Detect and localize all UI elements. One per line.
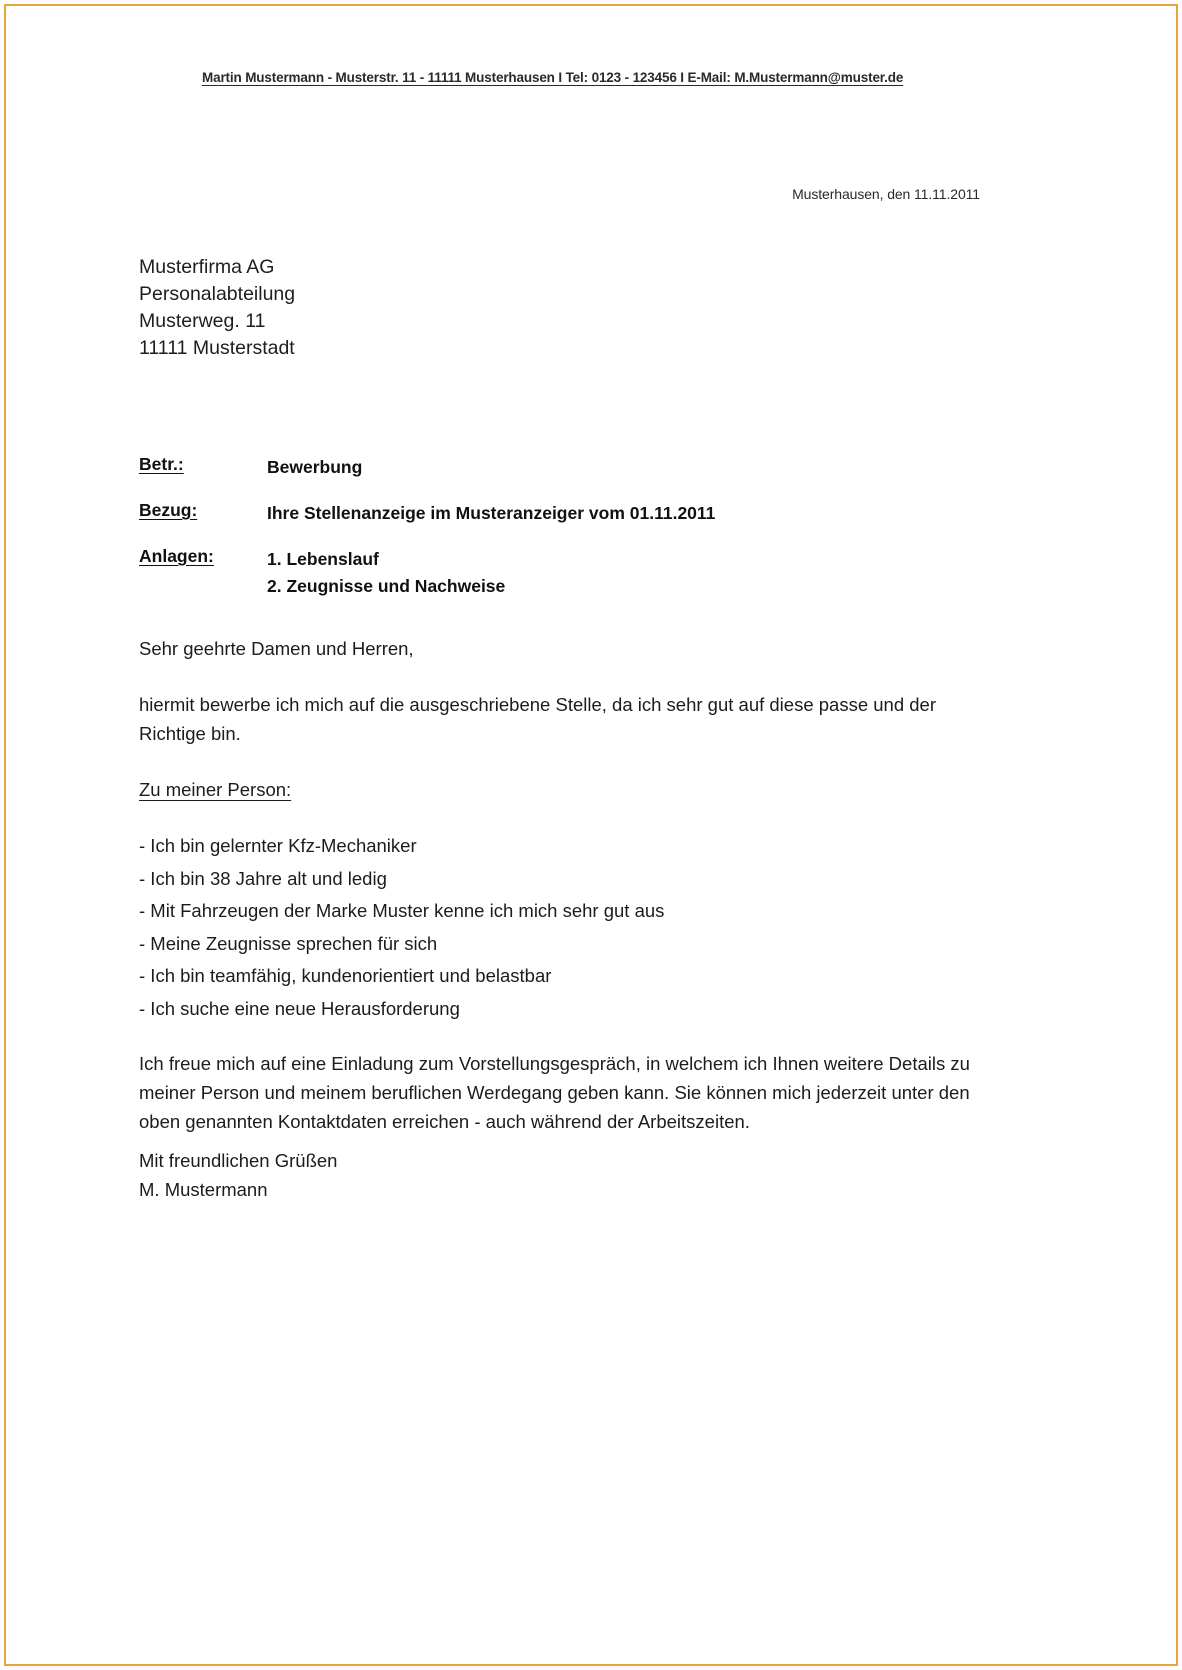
recipient-city: 11111 Musterstadt — [139, 337, 295, 359]
section-heading-zu-meiner-person: Zu meiner Person: — [139, 779, 292, 800]
subject-row-anlagen — [139, 546, 999, 600]
subject-value-bezug: Ihre Stellenanzeige im Musteranzeiger vom 01.11.2011 — [267, 503, 716, 523]
list-item: - Ich bin gelernter Kfz-Mechaniker — [139, 835, 417, 856]
subject-values-bezug — [267, 500, 999, 527]
recipient-department: Personalabteilung — [139, 283, 296, 305]
scanned-page-border — [4, 4, 1178, 1666]
salutation: Sehr geehrte Damen und Herren, — [139, 638, 414, 659]
intro-paragraph: hiermit bewerbe ich mich auf die ausgeschriebene Stelle, da ich sehr gut auf diese passe und der Richtige bin. — [139, 694, 936, 744]
attachment-item-2: 2. Zeugnisse und Nachweise — [267, 576, 506, 596]
signature-block — [139, 1146, 337, 1204]
subject-reference-block — [139, 454, 999, 619]
attachment-item-1: 1. Lebenslauf — [267, 549, 379, 569]
subject-label-betreff: Betr.: — [139, 454, 184, 474]
recipient-company: Musterfirma AG — [139, 256, 275, 278]
date-line: Musterhausen, den 11.11.2011 — [792, 186, 980, 202]
letterhead-contact-line: Martin Mustermann - Musterstr. 11 - 11111 Musterhausen I Tel: 0123 - 123456 I E-Mail: M.Mustermann@muster.de — [202, 70, 904, 85]
qualifications-list — [139, 830, 987, 1025]
subject-label-anlagen: Anlagen: — [139, 546, 214, 566]
list-item: - Mit Fahrzeugen der Marke Muster kenne ich mich sehr gut aus — [139, 900, 665, 921]
closing-greeting: Mit freundlichen Grüßen — [139, 1150, 338, 1171]
sender-name: M. Mustermann — [139, 1179, 268, 1200]
list-item: - Ich bin teamfähig, kundenorientiert und belastbar — [139, 965, 552, 986]
subject-label-bezug: Bezug: — [139, 500, 198, 520]
recipient-address-block — [139, 254, 295, 362]
recipient-street: Musterweg. 11 — [139, 310, 266, 332]
subject-values-betreff — [267, 454, 999, 481]
closing-paragraph: Ich freue mich auf eine Einladung zum Vorstellungsgespräch, in welchem ich Ihnen weitere Details zu meiner Person und meinem beruflichen Werdegang geben kann. Sie können mich jederzeit unter den oben genannten Kontaktdaten erreichen - auch während der Arbeitszeiten. — [139, 1053, 970, 1132]
list-item: - Meine Zeugnisse sprechen für sich — [139, 932, 438, 954]
list-item: - Ich suche eine neue Herausforderung — [139, 997, 460, 1019]
subject-values-anlagen — [267, 546, 999, 600]
list-item: - Ich bin 38 Jahre alt und ledig — [139, 867, 387, 889]
letter-page — [6, 6, 1176, 1664]
subject-row-betreff — [139, 454, 999, 481]
subject-row-bezug — [139, 500, 999, 527]
letter-body — [139, 634, 987, 1136]
subject-value-betreff: Bewerbung — [267, 457, 363, 477]
